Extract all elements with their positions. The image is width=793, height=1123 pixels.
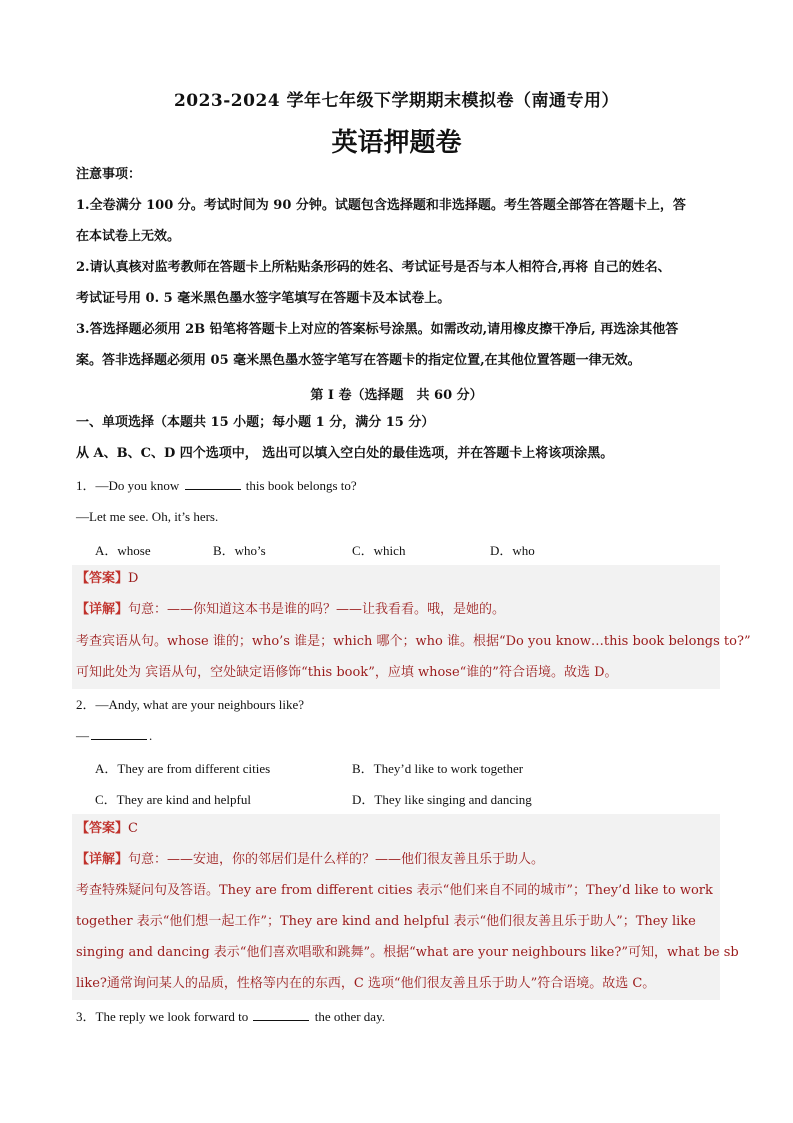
question-3-stem <box>76 1008 385 1026</box>
question-2-detail-5: like?通常询问某人的品质，性格等内在的东西，C 选项“他们很友善且乐于助人”符合语境。故选 C。 <box>76 976 656 991</box>
section-title: 第 I 卷（选择题 共 60 分） <box>310 388 483 403</box>
notice-line: 考试证号用 0. 5 毫米黑色墨水签字笔填写在答题卡及本试卷上。 <box>76 291 451 306</box>
answer-blank <box>253 1008 309 1021</box>
question-1-option-d: D．who <box>490 543 535 558</box>
answer-value: D <box>128 571 139 586</box>
question-1-stem-before: 1．—Do you know <box>76 478 180 493</box>
question-2-option-d: D．They like singing and dancing <box>352 792 532 807</box>
notice-line: 在本试卷上无效。 <box>76 229 181 244</box>
answer-blank <box>185 477 241 490</box>
question-2-dash: — <box>76 728 89 743</box>
detail-label: 【详解】 <box>76 602 129 617</box>
notice-line: 3.答选择题必须用 2B 铅笔将答题卡上对应的答案标号涂黑。如需改动,请用橡皮擦干净后, 再选涂其他答 <box>76 322 679 337</box>
detail-label: 【详解】 <box>76 852 129 867</box>
answer-value: C <box>128 821 138 836</box>
question-2-option-c: C．They are kind and helpful <box>95 792 251 807</box>
answer-label: 【答案】 <box>76 821 129 836</box>
exam-subtitle: 英语押题卷 <box>331 128 462 158</box>
question-1-option-b: B．who’s <box>213 543 266 558</box>
answer-blank <box>91 727 147 740</box>
exam-title: 2023-2024 学年七年级下学期期末模拟卷（南通专用） <box>173 91 620 111</box>
question-2-option-a: A．They are from different cities <box>95 761 271 776</box>
question-1-detail-3: 可知此处为 宾语从句，空处缺定语修饰“this book”，应填 whose“谁的”符合语境。故选 D。 <box>76 665 618 680</box>
question-1-option-a: A．whose <box>95 543 151 558</box>
notice-line: 2.请认真核对监考教师在答题卡上所粘贴条形码的姓名、考试证号是否与本人相符合,再将 自己的姓名、 <box>76 260 671 275</box>
question-2-period: . <box>149 728 153 743</box>
question-2-line2 <box>76 727 152 745</box>
question-1-line2: —Let me see. Oh, it’s hers. <box>76 509 219 524</box>
question-3-stem-after: the other day. <box>314 1009 385 1024</box>
question-2-detail-4: singing and dancing 表示“他们喜欢唱歌和跳舞”。根据“what are your neighbours like?”可知，what be sb <box>76 945 739 960</box>
detail-text: 句意：——安迪，你的邻居们是什么样的？——他们很友善且乐于助人。 <box>128 852 545 867</box>
notice-heading: 注意事项： <box>76 167 142 182</box>
question-2-detail-3: together 表示“他们想一起工作”；They are kind and helpful 表示“他们很友善且乐于助人”；They like <box>76 914 696 929</box>
question-1-answer <box>76 570 138 588</box>
part-instruction: 从 A、B、C、D 四个选项中， 选出可以填入空白处的最佳选项，并在答题卡上将该项涂黑。 <box>76 446 614 461</box>
question-2-detail-2: 考查特殊疑问句及答语。They are from different cities 表示“他们来自不同的城市”；They’d like to work <box>76 883 713 898</box>
question-2-stem: 2．—Andy, what are your neighbours like? <box>76 697 305 712</box>
question-1-stem <box>76 477 357 495</box>
notice-line: 案。答非选择题必须用 05 毫米黑色墨水签字笔写在答题卡的指定位置,在其他位置答题一律无效。 <box>76 353 641 368</box>
question-1-option-c: C．which <box>352 543 406 558</box>
question-2-answer-box <box>72 814 720 1000</box>
question-3-stem-before: 3．The reply we look forward to <box>76 1009 249 1024</box>
part-title: 一、单项选择（本题共 15 小题；每小题 1 分，满分 15 分） <box>76 415 435 430</box>
question-1-detail-2: 考查宾语从句。whose 谁的；who’s 谁是；which 哪个；who 谁。根据“Do you know…this book belongs to?” <box>76 634 751 649</box>
question-2-option-b: B．They’d like to work together <box>352 761 524 776</box>
question-2-answer <box>76 820 138 838</box>
question-1-detail-1 <box>76 601 505 619</box>
question-1-stem-after: this book belongs to? <box>245 478 357 493</box>
question-2-detail-1 <box>76 851 544 869</box>
detail-text: 句意：——你知道这本书是谁的吗？——让我看看。哦，是她的。 <box>128 602 506 617</box>
answer-label: 【答案】 <box>76 571 129 586</box>
notice-line: 1.全卷满分 100 分。考试时间为 90 分钟。试题包含选择题和非选择题。考生答题全部答在答题卡上，答 <box>76 198 686 213</box>
